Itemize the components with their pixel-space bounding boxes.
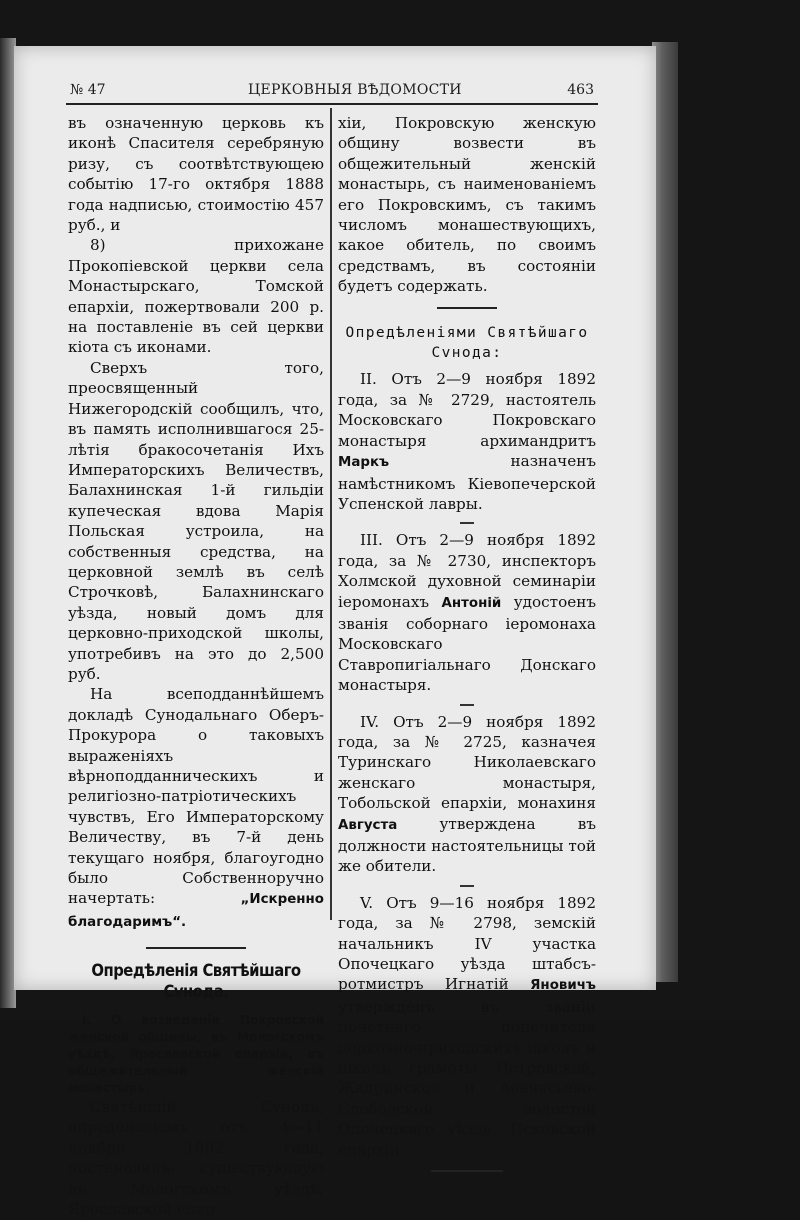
right-column [338,113,596,1172]
left-paragraph-4 [68,684,324,933]
left-paragraph-4-bold: „Искренно благодаримъ“. [68,892,324,930]
item-4-name: Августа [338,817,398,833]
end-rule [431,1170,503,1172]
running-header [70,80,596,102]
right-section-rule [437,307,497,309]
left-paragraph-4-text: На всеподданнѣйшемъ докладѣ Сунодальнаго Оберъ-Прокурора о таковыхъ выраженіяхъ вѣрноподданническихъ и религіозно-патріотическихъ чувствъ, Его Императорскому Величеству, въ 7-й день текущаго ноября, благоугодно было Собственноручно начертать: [68,685,324,908]
item-3-text-a: III. Отъ 2—9 ноября 1892 года, за № 2730, инспекторъ Холмской духовной семинаріи іеромонахъ [338,531,596,611]
item-5-text-a: V. Отъ 9—16 ноября 1892 года, за № 2798, земскій начальникъ IV участка Опочецкаго уѣзда штабсъ-ротмистръ Игнатій [338,893,596,994]
item-5-name: Яновичъ [530,978,596,994]
column-divider [330,108,332,920]
item-separator [460,522,474,524]
item-3 [338,530,596,695]
item-separator [460,885,474,887]
section-title: Опредѣленія Святѣйшаго Сvнода. [91,961,301,1001]
left-paragraph-1: въ означенную церковь къ иконѣ Спасителя серебряную ризу, съ соотвѣтствующею событію 17-го октября 1888 года надписью, стоимостію 457 руб., и [68,114,324,235]
left-paragraph-5: Святѣйшій Сvнодъ, определеніемъ отъ 4—11 ноября 1892 года, постановилъ: существующую въ Мологскомъ уѣздѣ, Ярославской епар- [68,1098,324,1219]
item-5 [338,893,596,1160]
item-4-text-b: утверждена въ должности настоятельницы той же обители. [338,814,596,876]
issue-number: № 47 [70,82,106,98]
item-4-text-a: IV. Отъ 2—9 ноября 1892 года, за № 2725, казначея Туринскаго Николаевскаго женскаго монастыря, Тобольской епархіи, монахиня [338,712,596,813]
item-2-text-a: II. Отъ 2—9 ноября 1892 года, за № 2729, настоятель Московскаго Покровскаго монастыря архимандритъ [338,370,596,450]
item-4 [338,712,596,877]
item-2-name: Маркъ [338,455,390,471]
item-3-name: Антоній [441,595,502,611]
item-3-text-b: удостоенъ званія соборнаго іеромонаха Московскаго Ставропигіальнаго Донскаго монастыря. [338,592,596,695]
item-separator [460,704,474,706]
header-rule [66,103,598,105]
section-rule [146,947,246,949]
journal-title: ЦЕРКОВНЫЯ ВѢДОМОСТИ [248,82,462,98]
right-paragraph-1: хіи, Покровскую женскую общину возвести въ общежительный женскій монастырь, съ наименованіемъ его Покровскимъ, съ такимъ числомъ монашествующихъ, какое обитель, по своимъ средствамъ, въ состояніи будетъ содержать. [338,114,596,296]
page-number: 463 [567,82,594,98]
subheading: I. О возведеніи Покровской женской общины, въ Мологскомъ уѣздѣ, Ярославской епархіи, въ общежительный женскій монастырь. [68,1013,324,1096]
left-column [68,113,324,1220]
item-2-text-b: назначенъ намѣстникомъ Кіевопечерской Успенской лавры. [338,452,596,513]
spaced-heading: Опредѣленіями Святѣйшаго Сvнода: [345,324,589,362]
left-paragraph-3: Сверхъ того, преосвященный Нижегородскій сообщилъ, что, въ память исполнившагося 25-лѣтія бракосочетанія Ихъ Императорскихъ Величествъ, Балахнинская 1-й гильдіи купеческая вдова Марія Польская устроила, на собственныя средства, на церковной землѣ въ селѣ Строчковѣ, Балахнинскаго уѣзда, новый домъ для церковно-приходской школы, употребивъ на это до 2,500 руб. [68,358,324,683]
left-paragraph-2: 8) прихожане Прокопіевской церкви села Монастырскаго, Томской епархіи, пожертвовали 200 р. на поставленіе въ сей церкви кіота съ иконами. [68,236,324,357]
item-5-text-b: утвержденъ въ званіи почетнаго попечителя церковно-приходскихъ школъ и школъ грамоты Петровской, Жадринской и Аѳанасьево-Слободской волостей Опочецкаго уѣзда, Псковской епархіи. [338,997,596,1159]
item-2 [338,369,596,514]
